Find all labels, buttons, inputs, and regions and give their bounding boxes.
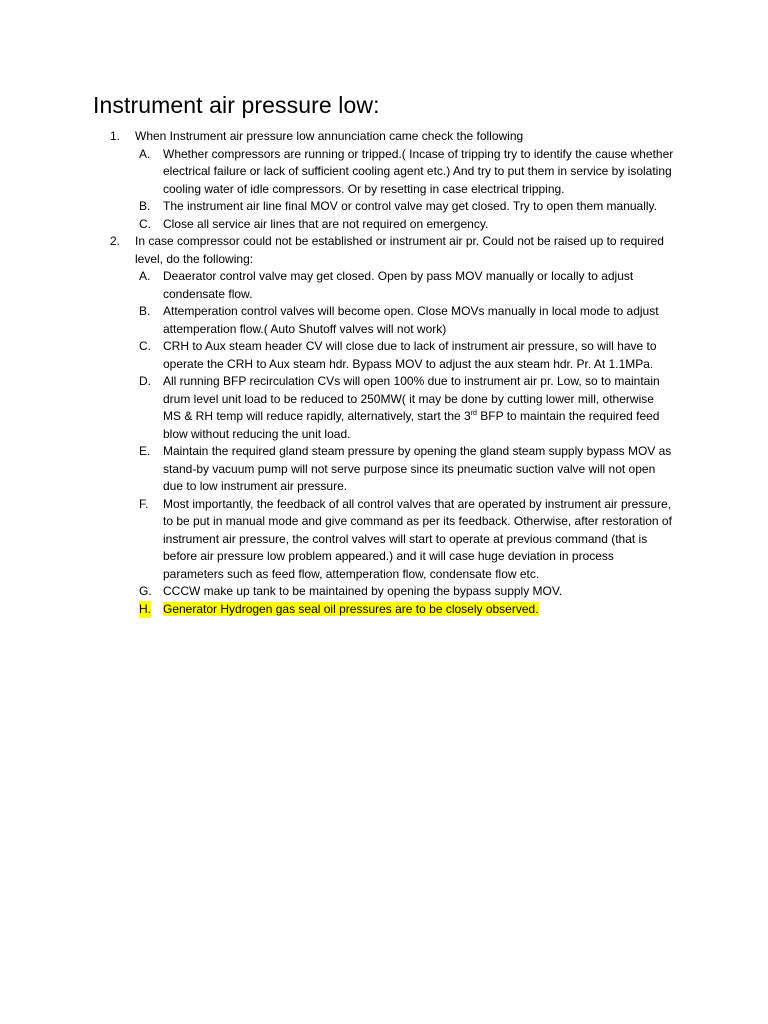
sub-item-text: Maintain the required gland steam pressure by opening the gland steam supply bypass MOV as stand-by vacuum pump will not serve purpose since its pneumatic suction valve will not open due to low instrument air pressure.: [163, 444, 672, 493]
highlighted-text: Generator Hydrogen gas seal oil pressures are to be closely observed.: [163, 601, 539, 616]
document-body: [0, 128, 768, 618]
sub-item-2c: [0, 338, 675, 373]
sub-item-text: Close all service air lines that are not required on emergency.: [163, 216, 489, 231]
sub-item-1c: [0, 216, 675, 234]
sub-item-text: CCCW make up tank to be maintained by opening the bypass supply MOV.: [163, 584, 563, 598]
page-title: Instrument air pressure low:: [93, 92, 380, 118]
list-item-1: [0, 128, 675, 233]
sub-list: [135, 146, 675, 234]
sub-item-letter: H.: [139, 601, 151, 619]
sub-item-text-part: BFP to maintain the required feed blow without reducing the unit load.: [163, 409, 660, 441]
sub-item-text: Most importantly, the feedback of all control valves that are operated by instrument air pressure, to be put in manual mode and give command as per its feedback. Otherwise, after restoration of instrument air pressure, the control valves will start to operate at previous command (that is before air pressure low problem appeared.) and it will case huge deviation in process parameters such as feed flow, attemperation flow, condensate flow etc.: [163, 496, 672, 581]
list-number: 2.: [110, 234, 121, 248]
sub-item-2e: [0, 443, 675, 496]
sub-item-2g: [0, 583, 675, 601]
sub-item-text: Deaerator control valve may get closed. Open by pass MOV manually or locally to adjust condensate flow.: [163, 269, 634, 301]
sub-item-2f: [0, 496, 675, 584]
sub-item-text: [163, 373, 675, 443]
sub-item-text-part: All running BFP recirculation CVs will open 100% due to instrument air pr. Low, so to maintain drum level unit load to be reduced to 250MW( it may be done by cutting lower mill, otherwise MS & RH temp will reduce rapidly, alternatively, start the 3: [163, 374, 660, 423]
sub-item-1b: [0, 198, 675, 216]
sub-item-2a: [0, 268, 675, 303]
sub-item-2d: [0, 373, 675, 443]
sub-list: [135, 268, 675, 618]
sub-item-letter: A.: [139, 269, 151, 283]
list-item-2: [0, 233, 675, 618]
sub-item-text: Attemperation control valves will become open. Close MOVs manually in local mode to adjust attemperation flow.( Auto Shutoff valves will not work): [163, 304, 659, 336]
list-number: 1.: [110, 129, 121, 143]
sub-item-letter: C.: [139, 339, 151, 353]
list-item-text: In case compressor could not be established or instrument air pr. Could not be raised up to required level, do the following:: [135, 234, 664, 266]
sub-item-letter: D.: [139, 374, 151, 388]
sub-item-2b: [0, 303, 675, 338]
sub-item-text: Whether compressors are running or tripped.( Incase of tripping try to identify the cause whether electrical failure or lack of sufficient cooling agent etc.) And try to put them in service by isolating cooling water of idle compressors. Or by resetting in case electrical tripping.: [163, 146, 674, 196]
sub-item-letter: C.: [139, 216, 151, 231]
sub-item-letter: B.: [139, 304, 151, 318]
ordinal-suffix: rd: [470, 410, 477, 417]
sub-item-text: The instrument air line final MOV or control valve may get closed. Try to open them manually.: [163, 199, 657, 213]
sub-item-letter: B.: [139, 199, 151, 213]
sub-item-2h-highlighted: [0, 601, 675, 619]
sub-item-letter: E.: [139, 444, 151, 458]
sub-item-letter: G.: [139, 584, 152, 598]
sub-item-text: CRH to Aux steam header CV will close due to lack of instrument air pressure, so will have to operate the CRH to Aux steam hdr. Bypass MOV to adjust the aux steam hdr. Pr. At 1.1MPa.: [163, 339, 657, 371]
sub-item-1a: [0, 146, 675, 199]
sub-item-letter: F.: [139, 496, 149, 511]
sub-item-letter: A.: [139, 146, 151, 161]
list-item-text: When Instrument air pressure low annunciation came check the following: [135, 129, 524, 143]
